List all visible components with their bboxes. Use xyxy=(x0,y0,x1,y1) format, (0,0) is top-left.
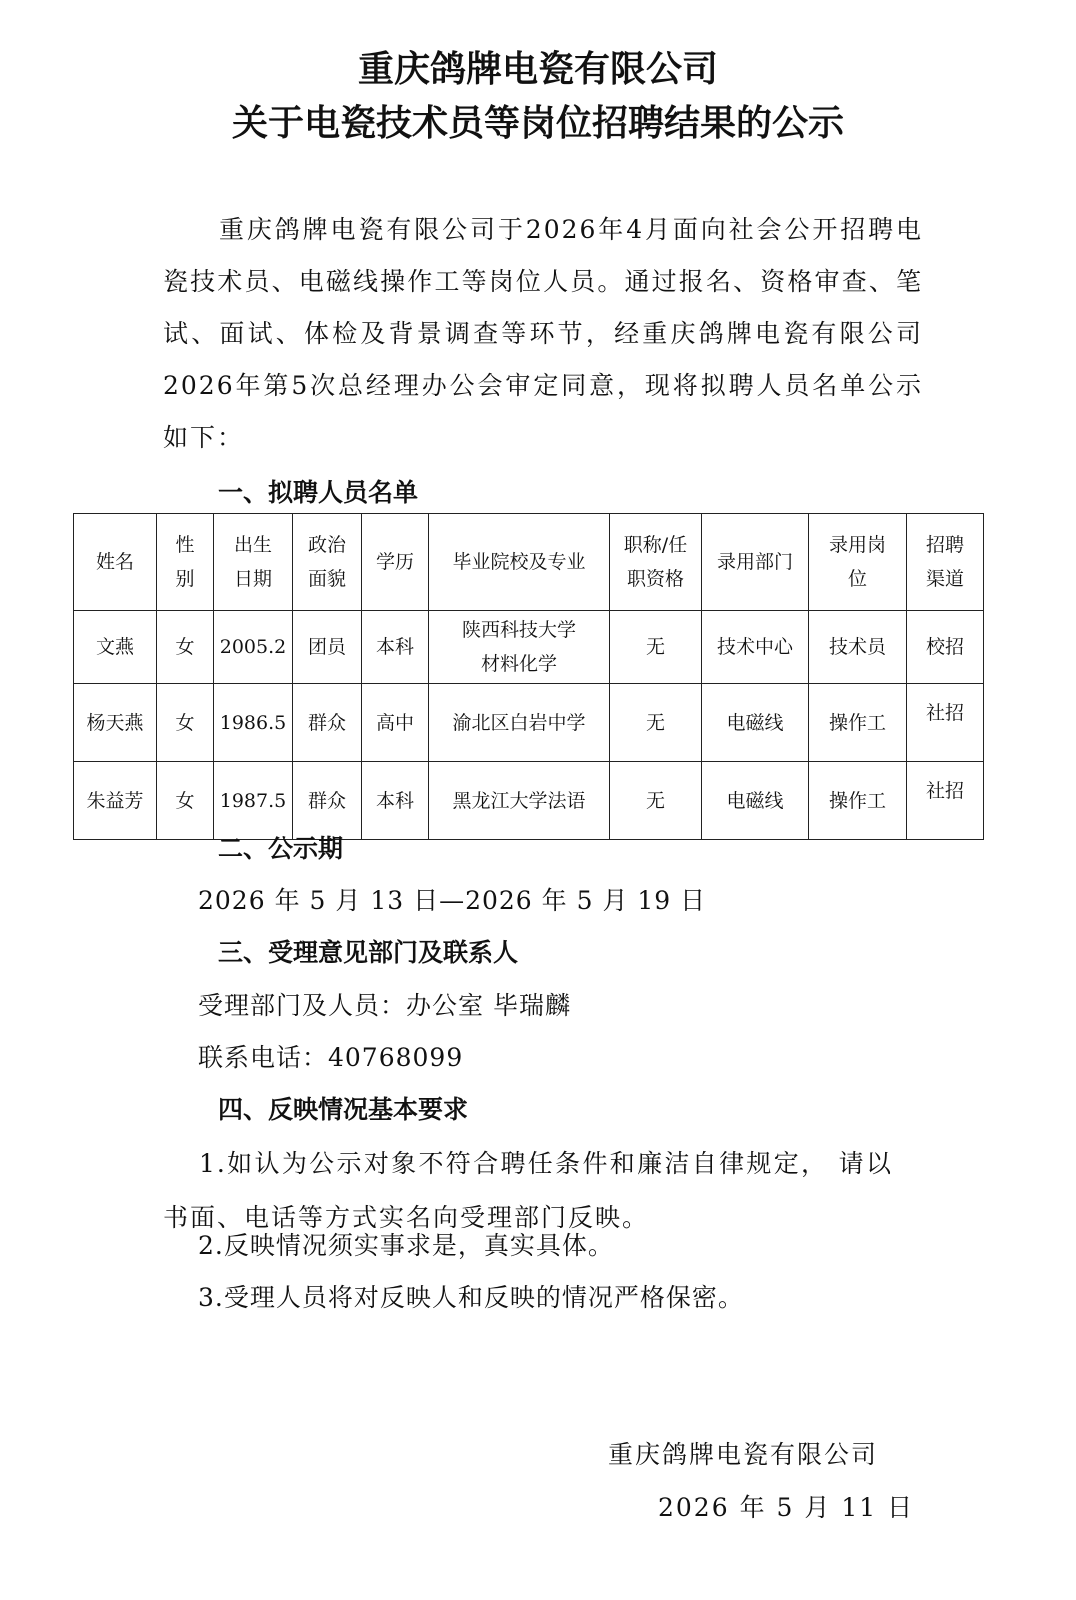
table-header-cell xyxy=(429,514,610,611)
cell-post: 技术员 xyxy=(809,611,907,684)
cell-birth: 1986.5 xyxy=(214,684,293,762)
school-text: 陕西科技大学 xyxy=(461,619,576,641)
cell-post: 操作工 xyxy=(809,762,907,840)
table-header-cell xyxy=(157,514,214,611)
header-cell-text: 录用岗 xyxy=(828,534,886,556)
cell-gender: 女 xyxy=(157,684,214,762)
header-cell-text: 学历 xyxy=(375,551,414,573)
table-header-row xyxy=(74,514,984,611)
signature-company: 重庆鸽牌电瓷有限公司 xyxy=(608,1440,879,1469)
cell-name: 杨天燕 xyxy=(74,684,157,762)
cell-post: 操作工 xyxy=(809,684,907,762)
cell-political: 团员 xyxy=(293,611,362,684)
table-header-cell xyxy=(214,514,293,611)
cell-political: 群众 xyxy=(293,684,362,762)
school-text: 渝北区白岩中学 xyxy=(452,711,586,734)
header-cell-text: 渠道 xyxy=(925,568,964,590)
table-header-cell xyxy=(809,514,907,611)
header-cell-text: 日期 xyxy=(233,568,272,590)
signature-date: 2026 年 5 月 11 日 xyxy=(658,1493,915,1522)
section-2-heading: 二、公示期 xyxy=(218,834,344,863)
section-3-heading: 三、受理意见部门及联系人 xyxy=(218,938,519,967)
cell-gender: 女 xyxy=(157,762,214,840)
table-row xyxy=(74,611,984,684)
header-cell-text: 招聘 xyxy=(925,534,964,556)
header-cell-text: 职资格 xyxy=(626,568,684,590)
table-header-cell xyxy=(610,514,702,611)
table-header-cell xyxy=(293,514,362,611)
header-cell-text: 姓名 xyxy=(95,551,134,573)
cell-birth: 2005.2 xyxy=(214,611,293,684)
school-text: 材料化学 xyxy=(480,653,557,675)
cell-education: 本科 xyxy=(362,611,429,684)
cell-birth: 1987.5 xyxy=(214,762,293,840)
header-cell-text: 别 xyxy=(175,568,195,590)
table-row xyxy=(74,684,984,762)
table-header-cell xyxy=(907,514,984,611)
header-cell-text: 面貌 xyxy=(307,568,346,590)
contact-department: 受理部门及人员：办公室 毕瑞麟 xyxy=(198,991,571,1020)
header-cell-text: 录用部门 xyxy=(716,551,793,573)
header-cell-text: 政治 xyxy=(307,534,346,556)
header-cell-text: 位 xyxy=(847,568,867,590)
section-4-heading: 四、反映情况基本要求 xyxy=(218,1095,469,1124)
cell-school xyxy=(429,762,610,840)
header-cell-text: 出生 xyxy=(233,534,272,556)
document-title-line-1: 重庆鸽牌电瓷有限公司 xyxy=(357,49,718,90)
cell-title: 无 xyxy=(610,611,702,684)
cell-dept: 电磁线 xyxy=(702,762,809,840)
cell-channel: 社招 xyxy=(907,684,984,762)
contact-phone: 联系电话：40768099 xyxy=(198,1043,464,1072)
requirement-3: 3.受理人员将对反映人和反映的情况严格保密。 xyxy=(198,1283,744,1312)
cell-education: 本科 xyxy=(362,762,429,840)
cell-dept: 技术中心 xyxy=(702,611,809,684)
cell-channel: 校招 xyxy=(907,611,984,684)
intro-paragraph: 重庆鸽牌电瓷有限公司于2026年4月面向社会公开招聘电瓷技术员、电磁线操作工等岗位人员。通过报名、资格审查、笔试、面试、体检及背景调查等环节，经重庆鸽牌电瓷有限公司2026年第5次总经理办公会审定同意，现将拟聘人员名单公示如下： xyxy=(163,215,923,452)
requirement-2: 2.反映情况须实事求是，真实具体。 xyxy=(198,1231,614,1260)
cell-gender: 女 xyxy=(157,611,214,684)
section-1-heading: 一、拟聘人员名单 xyxy=(218,478,419,507)
school-text: 黑龙江大学法语 xyxy=(452,789,586,812)
table-header-cell xyxy=(74,514,157,611)
header-cell-text: 性 xyxy=(175,534,195,556)
candidate-table xyxy=(73,513,984,840)
document-title-line-2: 关于电瓷技术员等岗位招聘结果的公示 xyxy=(231,103,844,144)
cell-school xyxy=(429,684,610,762)
table-row xyxy=(74,762,984,840)
cell-channel: 社招 xyxy=(907,762,984,840)
cell-name: 朱益芳 xyxy=(74,762,157,840)
publicity-period: 2026 年 5 月 13 日—2026 年 5 月 19 日 xyxy=(198,886,707,915)
cell-title: 无 xyxy=(610,762,702,840)
cell-education: 高中 xyxy=(362,684,429,762)
header-cell-text: 职称/任 xyxy=(623,534,688,556)
cell-name: 文燕 xyxy=(74,611,157,684)
cell-political: 群众 xyxy=(293,762,362,840)
table-header-cell xyxy=(362,514,429,611)
cell-school xyxy=(429,611,610,684)
table-header-cell xyxy=(702,514,809,611)
requirement-1: 1.如认为公示对象不符合聘任条件和廉洁自律规定， 请以书面、电话等方式实名向受理部门反映。 xyxy=(163,1149,893,1232)
cell-dept: 电磁线 xyxy=(702,684,809,762)
cell-title: 无 xyxy=(610,684,702,762)
header-cell-text: 毕业院校及专业 xyxy=(452,551,586,573)
